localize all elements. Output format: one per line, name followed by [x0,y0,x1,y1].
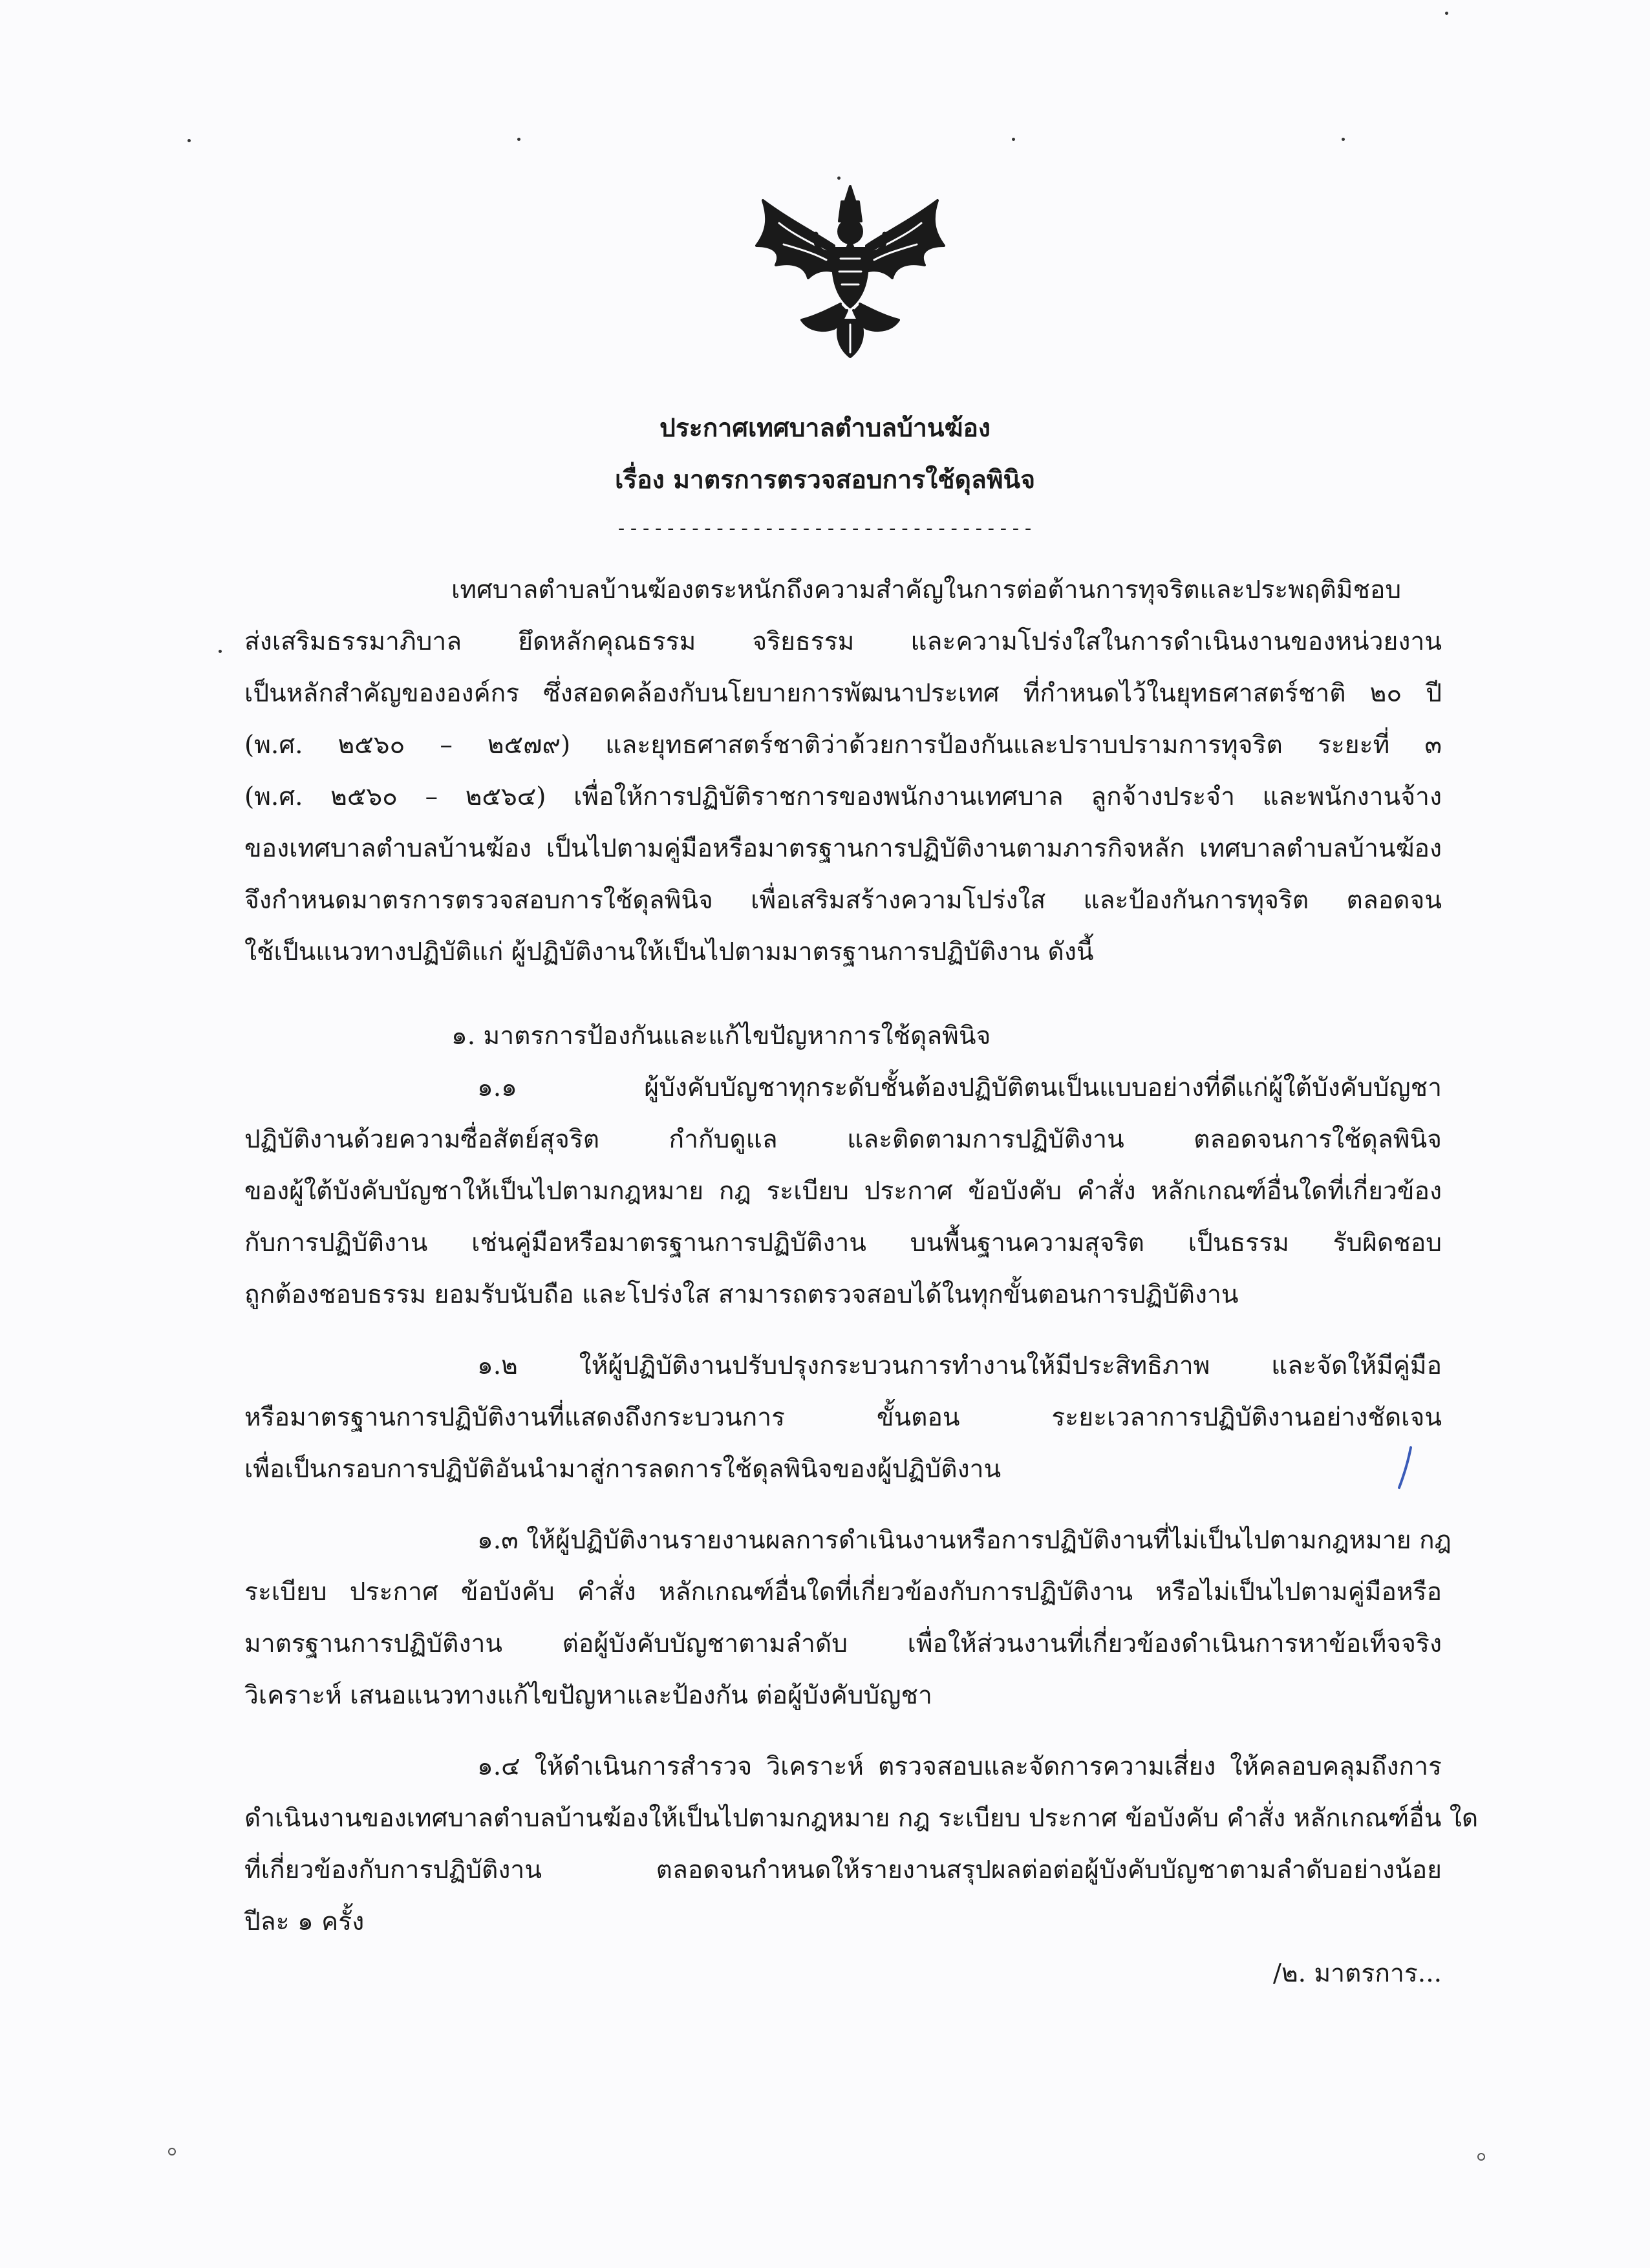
clause-line: ๑.๓ ให้ผู้ปฏิบัติงานรายงานผลการดำเนินงานหรือการปฏิบัติงานที่ไม่เป็นไปตามกฎหมาย กฎ [477,1526,1452,1555]
scan-speck [1342,138,1345,141]
clause-line: หรือมาตรฐานการปฏิบัติงานที่แสดงถึงกระบวนการ ขั้นตอน ระยะเวลาการปฏิบัติงานอย่างชัดเจน [244,1403,1442,1432]
clause-line: ถูกต้องชอบธรรม ยอมรับนับถือ และโปร่งใส สามารถตรวจสอบได้ในทุกขั้นตอนการปฏิบัติงาน [244,1280,1239,1309]
scan-speck [837,177,841,180]
clause-line: ๑.๒ ให้ผู้ปฏิบัติงานปรับปรุงกระบวนการทำงานให้มีประสิทธิภาพ และจัดให้มีคู่มือ [477,1351,1442,1380]
clause-line: ของผู้ใต้บังคับบัญชาให้เป็นไปตามกฎหมาย กฎ ระเบียบ ประกาศ ข้อบังคับ คำสั่ง หลักเกณฑ์อื่นใดที่เกี่ยวข้อง [244,1177,1442,1206]
scan-speck [1445,12,1448,15]
scan-speck [1012,138,1015,141]
garuda-emblem-icon [744,181,957,362]
intro-line: จึงกำหนดมาตรการตรวจสอบการใช้ดุลพินิจ เพื่อเสริมสร้างความโปร่งใส และป้องกันการทุจริต ตลอดจน [244,886,1442,915]
clause-line: วิเคราะห์ เสนอแนวทางแก้ไขปัญหาและป้องกัน ต่อผู้บังคับบัญชา [244,1681,932,1710]
scan-speck [1477,2153,1485,2161]
document-title: ประกาศเทศบาลตำบลบ้านฆ้อง [659,413,991,443]
continuation-marker: /๒. มาตรการ... [1272,1959,1442,1988]
clause-line: มาตรฐานการปฏิบัติงาน ต่อผู้บังคับบัญชาตามลำดับ เพื่อให้ส่วนงานที่เกี่ยวข้องดำเนินการหาข้อเท็จจริง [244,1629,1442,1658]
section-heading: ๑. มาตรการป้องกันและแก้ไขปัญหาการใช้ดุลพินิจ [451,1022,991,1051]
scan-speck [188,139,191,142]
clause-line: ๑.๔ ให้ดำเนินการสำรวจ วิเคราะห์ ตรวจสอบและจัดการความเสี่ยง ให้คลอบคลุมถึงการ [477,1752,1442,1781]
pen-stroke-mark [1395,1445,1415,1490]
intro-line: (พ.ศ. ๒๕๖๐ – ๒๕๖๔) เพื่อให้การปฏิบัติราชการของพนักงานเทศบาล ลูกจ้างประจำ และพนักงานจ้าง [244,782,1442,811]
intro-line: เป็นหลักสำคัญขององค์กร ซึ่งสอดคล้องกับนโยบายการพัฒนาประเทศ ที่กำหนดไว้ในยุทธศาสตร์ชาติ ๒๐ ปี [244,679,1442,708]
clause-line: เพื่อเป็นกรอบการปฏิบัติอันนำมาสู่การลดการใช้ดุลพินิจของผู้ปฏิบัติงาน [244,1455,1002,1484]
clause-line: ระเบียบ ประกาศ ข้อบังคับ คำสั่ง หลักเกณฑ์อื่นใดที่เกี่ยวข้องกับการปฏิบัติงาน หรือไม่เป็นไปตามคู่มือหรือ [244,1578,1442,1607]
clause-line: ที่เกี่ยวข้องกับการปฏิบัติงาน ตลอดจนกำหนดให้รายงานสรุปผลต่อต่อผู้บังคับบัญชาตามลำดับอย่างน้อย [244,1856,1442,1885]
intro-line: (พ.ศ. ๒๕๖๐ – ๒๕๗๙) และยุทธศาสตร์ชาติว่าด้วยการป้องกันและปราบปรามการทุจริต ระยะที่ ๓ [244,731,1442,760]
intro-line: ใช้เป็นแนวทางปฏิบัติแก่ ผู้ปฏิบัติงานให้เป็นไปตามมาตรฐานการปฏิบัติงาน ดังนี้ [244,937,1094,967]
scan-speck [168,2148,176,2156]
title-divider: ---------------------------------- [615,517,1035,540]
intro-line: ของเทศบาลตำบลบ้านฆ้อง เป็นไปตามคู่มือหรือมาตรฐานการปฏิบัติงานตามภารกิจหลัก เทศบาลตำบลบ้านฆ้อง [244,834,1442,863]
scan-speck [517,138,520,141]
clause-line: ดำเนินงานของเทศบาลตำบลบ้านฆ้องให้เป็นไปตามกฎหมาย กฎ ระเบียบ ประกาศ ข้อบังคับ คำสั่ง หลักเกณฑ์อื่น ใด [244,1804,1479,1833]
intro-line: เทศบาลตำบลบ้านฆ้องตระหนักถึงความสำคัญในการต่อต้านการทุจริตและประพฤติมิชอบ [451,575,1402,604]
clause-line: ปฏิบัติงานด้วยความซื่อสัตย์สุจริต กำกับดูแล และติดตามการปฏิบัติงาน ตลอดจนการใช้ดุลพินิจ [244,1125,1442,1154]
clause-line: ๑.๑ ผู้บังคับบัญชาทุกระดับชั้นต้องปฏิบัติตนเป็นแบบอย่างที่ดีแก่ผู้ใต้บังคับบัญชา [477,1073,1442,1102]
document-subject: เรื่อง มาตรการตรวจสอบการใช้ดุลพินิจ [614,465,1036,495]
clause-line: ปีละ ๑ ครั้ง [244,1907,365,1936]
scan-speck [219,650,222,653]
intro-line: ส่งเสริมธรรมาภิบาล ยึดหลักคุณธรรม จริยธรรม และความโปร่งใสในการดำเนินงานของหน่วยงาน [244,627,1442,656]
clause-line: กับการปฏิบัติงาน เช่นคู่มือหรือมาตรฐานการปฏิบัติงาน บนพื้นฐานความสุจริต เป็นธรรม รับผิดชอบ [244,1228,1442,1257]
